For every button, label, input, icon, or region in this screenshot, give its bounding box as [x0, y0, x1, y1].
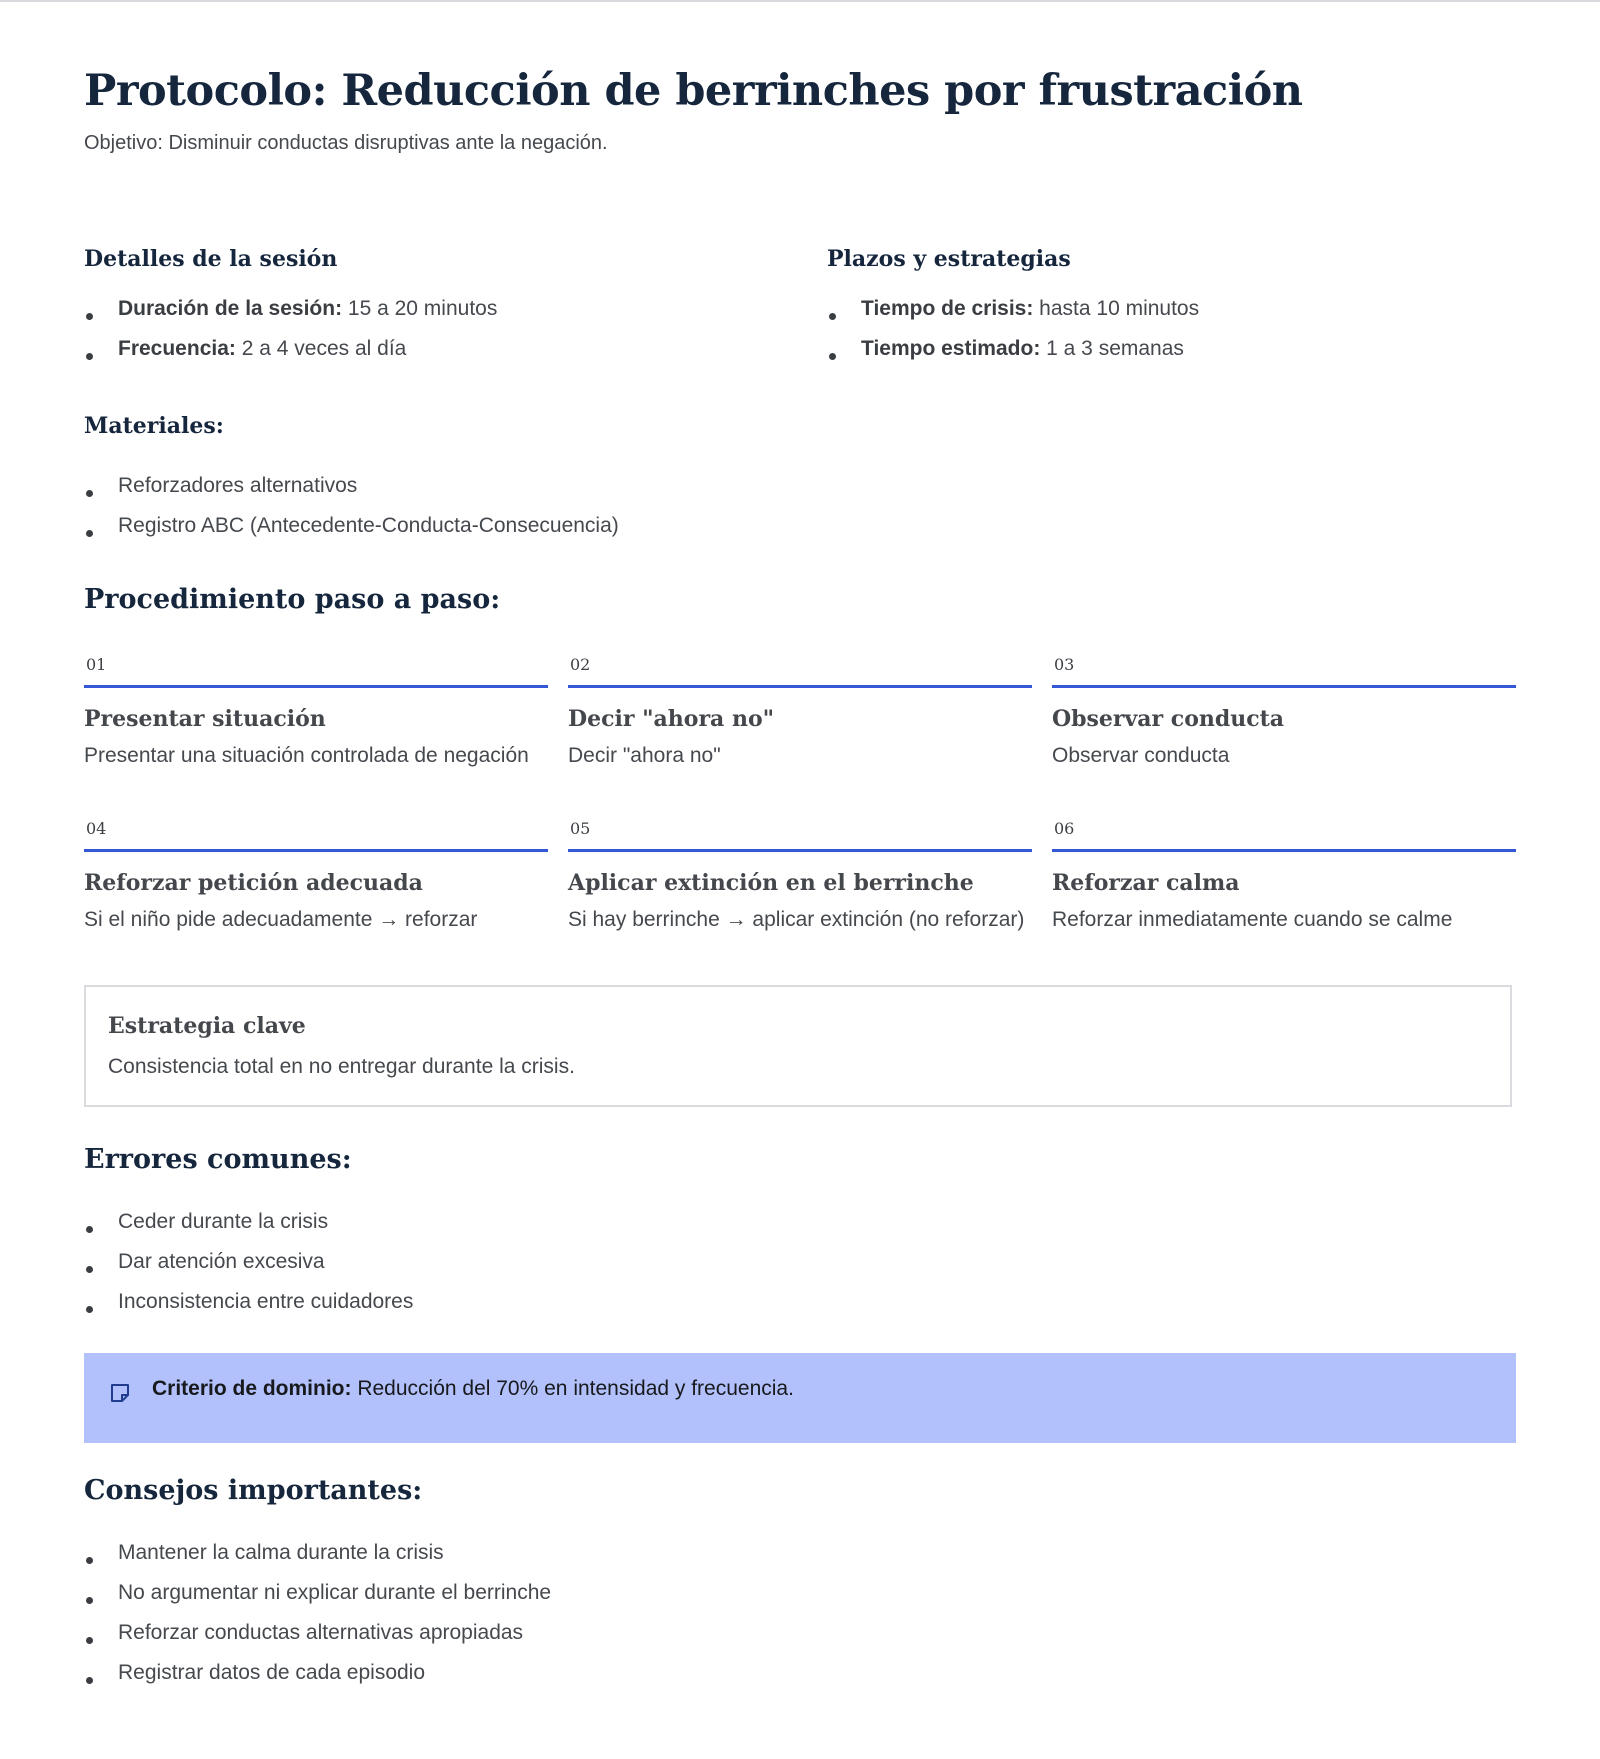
step-rule — [568, 685, 1032, 688]
step-title: Reforzar calma — [1052, 870, 1240, 896]
procedure-heading: Procedimiento paso a paso: — [84, 584, 501, 615]
list-item: Ceder durante la crisis — [84, 1206, 413, 1246]
key-strategy-title: Estrategia clave — [108, 1013, 306, 1039]
step-number: 04 — [86, 819, 107, 838]
list-item — [84, 293, 497, 333]
step-title: Aplicar extinción en el berrinche — [568, 870, 974, 896]
step-description: Decir "ahora no" — [568, 744, 721, 767]
list-item: Registro ABC (Antecedente-Conducta-Consecuencia) — [84, 510, 619, 550]
timeline-heading: Plazos y estrategias — [827, 246, 1071, 272]
criterion-label: Criterio de dominio: — [152, 1377, 352, 1400]
list-item — [84, 333, 497, 373]
item-value: 2 a 4 veces al día — [235, 337, 407, 360]
step-description: Si el niño pide adecuadamente → reforzar — [84, 908, 478, 931]
materials-heading: Materiales: — [84, 413, 224, 439]
errors-heading: Errores comunes: — [84, 1144, 352, 1175]
list-item: Registrar datos de cada episodio — [84, 1657, 551, 1697]
item-label: Tiempo de crisis: — [861, 297, 1034, 320]
top-divider — [0, 0, 1600, 2]
list-item: Inconsistencia entre cuidadores — [84, 1286, 413, 1326]
step-rule — [1052, 849, 1516, 852]
step-rule — [1052, 685, 1516, 688]
materials-list — [84, 470, 619, 550]
step-card — [84, 816, 548, 932]
item-value: 1 a 3 semanas — [1040, 337, 1184, 360]
page-subtitle: Objetivo: Disminuir conductas disruptivas ante la negación. — [84, 132, 608, 154]
item-label: Tiempo estimado: — [861, 337, 1041, 360]
list-item: Mantener la calma durante la crisis — [84, 1537, 551, 1577]
step-title: Reforzar petición adecuada — [84, 870, 423, 896]
step-title: Observar conducta — [1052, 706, 1285, 732]
list-item — [827, 333, 1199, 373]
step-card — [1052, 816, 1516, 932]
note-icon — [110, 1383, 130, 1403]
step-description: Observar conducta — [1052, 744, 1230, 767]
step-title: Presentar situación — [84, 706, 326, 732]
step-number: 03 — [1054, 655, 1075, 674]
step-card — [568, 816, 1032, 932]
item-label: Duración de la sesión: — [118, 297, 343, 320]
mastery-criterion-text — [152, 1377, 794, 1401]
tips-list — [84, 1537, 551, 1697]
criterion-value: Reducción del 70% en intensidad y frecuencia. — [351, 1377, 794, 1400]
list-item: Reforzadores alternativos — [84, 470, 619, 510]
session-details-list — [84, 293, 497, 373]
list-item — [827, 293, 1199, 333]
item-value: 15 a 20 minutos — [342, 297, 498, 320]
step-number: 01 — [86, 655, 107, 674]
errors-list — [84, 1206, 413, 1326]
step-rule — [84, 685, 548, 688]
list-item: Dar atención excesiva — [84, 1246, 413, 1286]
step-card — [84, 652, 548, 768]
step-number: 02 — [570, 655, 591, 674]
step-rule — [84, 849, 548, 852]
key-strategy-box — [84, 985, 1512, 1107]
list-item: No argumentar ni explicar durante el berrinche — [84, 1577, 551, 1617]
step-description: Reforzar inmediatamente cuando se calme — [1052, 908, 1453, 931]
tips-heading: Consejos importantes: — [84, 1475, 423, 1506]
step-description: Si hay berrinche → aplicar extinción (no reforzar) — [568, 908, 1025, 931]
step-card — [568, 652, 1032, 768]
step-title: Decir "ahora no" — [568, 706, 775, 732]
step-card — [1052, 652, 1516, 768]
mastery-criterion-callout — [84, 1353, 1516, 1443]
page-title: Protocolo: Reducción de berrinches por frustración — [84, 66, 1303, 116]
item-label: Frecuencia: — [118, 337, 236, 360]
session-details-heading: Detalles de la sesión — [84, 246, 338, 272]
key-strategy-text: Consistencia total en no entregar durante la crisis. — [108, 1055, 575, 1078]
list-item: Reforzar conductas alternativas apropiadas — [84, 1617, 551, 1657]
step-number: 06 — [1054, 819, 1075, 838]
step-number: 05 — [570, 819, 591, 838]
item-value: hasta 10 minutos — [1033, 297, 1200, 320]
step-description: Presentar una situación controlada de negación — [84, 744, 529, 767]
step-rule — [568, 849, 1032, 852]
timeline-list — [827, 293, 1199, 373]
